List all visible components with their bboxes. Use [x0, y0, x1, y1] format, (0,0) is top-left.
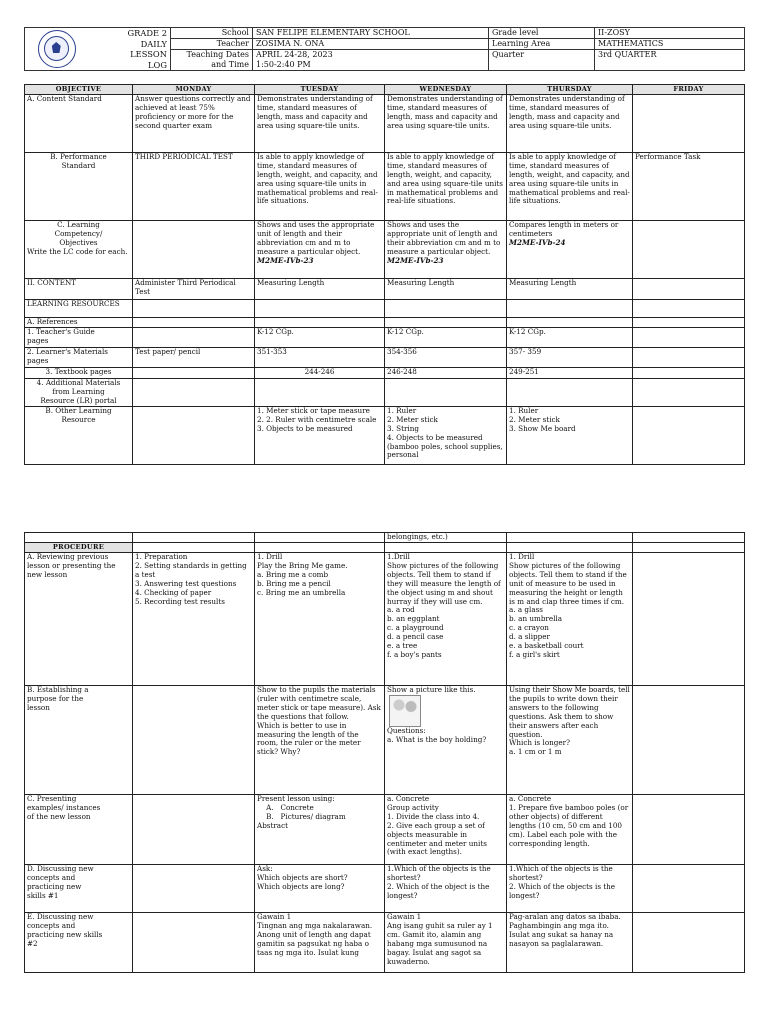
cell-friday	[633, 553, 745, 686]
quarter-label: Quarter	[489, 50, 595, 71]
cell-tuesday: Ask: Which objects are short? Which objects are long?	[255, 865, 385, 913]
row-label	[25, 220, 133, 278]
row-presenting	[25, 795, 745, 865]
lc-code: M2ME-IVb-23	[387, 255, 444, 265]
row-label: 3. Textbook pages	[25, 367, 133, 378]
cell-tuesday: 1. Drill Play the Bring Me game. a. Bring me a comb b. Bring me a pencil c. Bring me an umbrella	[255, 553, 385, 686]
cell-friday	[633, 406, 745, 464]
cell-monday: Administer Third Periodical Test	[133, 278, 255, 299]
row-procedure-header	[25, 543, 745, 553]
cell-friday	[633, 94, 745, 152]
cell-friday	[633, 865, 745, 913]
row-label: 4. Additional Materials from Learning Resource (LR) portal	[25, 378, 133, 406]
cell-thursday: a. Concrete 1. Prepare five bamboo poles (or other objects) of different lengths (10 cm, 50 cm and 100 cm). Label each pole with the corresponding length.	[507, 795, 633, 865]
cell-friday	[633, 795, 745, 865]
cell-wednesday: 1. Ruler 2. Meter stick 3. String 4. Objects to be measured (bamboo poles, school supplies, personal	[385, 406, 507, 464]
lc-code: M2ME-IVb-24	[509, 237, 566, 247]
school-label: School	[171, 28, 253, 39]
cell-tuesday: 244-246	[255, 367, 385, 378]
cell-tuesday: K-12 CGp.	[255, 327, 385, 347]
cell-thursday: Using their Show Me boards, tell the pupils to write down their answers to the following questions. Ask them to show their answers after each question. Which is longer? a. 1 cm or 1 m	[507, 686, 633, 795]
teacher-name: ZOSIMA N. OÑA	[253, 39, 489, 50]
row-textbook	[25, 367, 745, 378]
cell-monday: THIRD PERIODICAL TEST	[133, 152, 255, 220]
row-discussing-2	[25, 913, 745, 973]
boy-holding-object-image	[389, 695, 421, 727]
row-references	[25, 317, 745, 327]
day-header-tuesday: TUESDAY	[255, 85, 385, 95]
row-learners-materials	[25, 347, 745, 367]
objectives-section	[24, 84, 744, 465]
cell-friday: Performance Task	[633, 152, 745, 220]
procedure-header: PROCEDURE	[25, 543, 133, 553]
row-label: C. Presenting examples/ instances of the new lesson	[25, 795, 133, 865]
purpose-questions: Questions: a. What is the boy holding?	[387, 725, 487, 744]
cell-friday	[633, 347, 745, 367]
cell-wednesday	[385, 220, 507, 278]
row-continuation	[25, 533, 745, 543]
deped-seal-logo	[38, 30, 76, 68]
cell-wednesday	[385, 686, 507, 795]
quarter-value: 3rd QUARTER	[595, 50, 745, 71]
cell-friday	[633, 913, 745, 973]
cell-monday	[133, 865, 255, 913]
lc-code: M2ME-IVb-23	[257, 255, 314, 265]
day-header-monday: MONDAY	[133, 85, 255, 95]
cell-wednesday: Measuring Length	[385, 278, 507, 299]
cell-friday	[633, 220, 745, 278]
cell-wednesday: 354-356	[385, 347, 507, 367]
cell-monday	[133, 913, 255, 973]
header-table	[24, 27, 745, 71]
cell-monday	[133, 367, 255, 378]
cell-thursday: 357- 359	[507, 347, 633, 367]
cell-tuesday: Gawain 1 Tingnan ang mga nakalarawan. Anong unit of length ang dapat gamitin sa pagsukat ng haba o taas ng mga ito. Isulat kung	[255, 913, 385, 973]
procedures-table	[24, 532, 745, 973]
row-teachers-guide	[25, 327, 745, 347]
cell-monday: Test paper/ pencil	[133, 347, 255, 367]
cell-thursday: 1. Drill Show pictures of the following objects. Tell them to stand if the unit of measure to be used in measuring the height or length is m and clap three times if cm. a. a glass b. an umbrella c. a crayon d. a slipper e. a basketball court f. a girl's skirt	[507, 553, 633, 686]
log-title: GRADE 2 DAILY LESSON LOG	[89, 28, 171, 71]
teaching-dates-label: Teaching Dates and Time	[171, 50, 253, 71]
row-label: E. Discussing new concepts and practicing new skills #2	[25, 913, 133, 973]
deped-seal-cell	[25, 28, 89, 71]
row-label: 2. Learner's Materials pages	[25, 347, 133, 367]
teaching-dates-value: APRIL 24-28, 2023 1:50-2:40 PM	[253, 50, 489, 71]
cell-wednesday: Gawain 1 Ang isang guhit sa ruler ay 1 cm. Gamit ito, alamin ang habang mga sumusunod na bagay. Isulat ang sagot sa kuwaderno.	[385, 913, 507, 973]
row-learning-resources	[25, 299, 745, 317]
row-discussing-1	[25, 865, 745, 913]
row-label: LEARNING RESOURCES	[25, 299, 133, 317]
row-label: A. References	[25, 317, 133, 327]
cell-monday	[133, 220, 255, 278]
row-content	[25, 278, 745, 299]
grade-level-label: Grade level	[489, 28, 595, 39]
row-label: A. Content Standard	[25, 94, 133, 152]
row-competency	[25, 220, 745, 278]
objectives-table	[24, 84, 745, 465]
cell-monday: 1. Preparation 2. Setting standards in getting a test 3. Answering test questions 4. Checking of paper 5. Recording test results	[133, 553, 255, 686]
dll-header	[24, 27, 744, 71]
cell-monday	[133, 406, 255, 464]
cell-friday	[633, 686, 745, 795]
competency-text: Compares length in meters or centimeters	[509, 220, 619, 238]
row-content-standard	[25, 94, 745, 152]
row-label: B. Performance Standard	[25, 152, 133, 220]
cell-friday	[633, 367, 745, 378]
cell-wednesday: Demonstrates understanding of time, standard measures of length, mass and capacity and area using square-tile units.	[385, 94, 507, 152]
cell-wednesday: Is able to apply knowledge of time, standard measures of length, weight, and capacity, and area using square-tile units in mathematical problems and real-life situations.	[385, 152, 507, 220]
day-header-wednesday: WEDNESDAY	[385, 85, 507, 95]
competency-label: C. Learning Competency/ Objectives	[54, 220, 103, 247]
cell-thursday: 1.Which of the objects is the shortest? 2. Which of the objects is the longest?	[507, 865, 633, 913]
row-performance-standard	[25, 152, 745, 220]
row-label: A. Reviewing previous lesson or presenting the new lesson	[25, 553, 133, 686]
cell-thursday: 249-251	[507, 367, 633, 378]
learning-area-label: Learning Area	[489, 39, 595, 50]
day-header-thursday: THURSDAY	[507, 85, 633, 95]
day-header-friday: FRIDAY	[633, 85, 745, 95]
cell-monday	[133, 795, 255, 865]
cell-tuesday: Is able to apply knowledge of time, standard measures of length, weight, and capacity, and area using square-tile units in mathematical problems and real-life situations.	[255, 152, 385, 220]
cell-thursday: 1. Ruler 2. Meter stick 3. Show Me board	[507, 406, 633, 464]
row-additional-materials	[25, 378, 745, 406]
cell-wednesday: 1.Which of the objects is the shortest? 2. Which of the object is the longest?	[385, 865, 507, 913]
cell-friday	[633, 327, 745, 347]
cell-monday	[133, 686, 255, 795]
cell-thursday: Demonstrates understanding of time, standard measures of length, mass and capacity and area using square-tile units.	[507, 94, 633, 152]
cell-thursday: K-12 CGp.	[507, 327, 633, 347]
objective-header: OBJECTIVE	[25, 85, 133, 95]
competency-note: Write the LC code for each.	[27, 246, 128, 256]
cell-thursday: Pag-aralan ang datos sa ibaba. Paghambingin ang mga ito. Isulat ang sukat sa hanay na nasayon sa paglalarawan.	[507, 913, 633, 973]
row-label: B. Other Learning Resource	[25, 406, 133, 464]
row-purpose	[25, 686, 745, 795]
competency-text: Shows and uses the appropriate unit of length and their abbreviation cm and m to measure a particular object.	[387, 220, 501, 256]
cell-thursday	[507, 220, 633, 278]
cell-monday	[133, 327, 255, 347]
row-label: B. Establishing a purpose for the lesson	[25, 686, 133, 795]
row-label: II. CONTENT	[25, 278, 133, 299]
teacher-label: Teacher	[171, 39, 253, 50]
cell-tuesday	[255, 220, 385, 278]
cell-tuesday: Present lesson using: A. Concrete B. Pictures/ diagram Abstract	[255, 795, 385, 865]
cell-wednesday: 1.Drill Show pictures of the following objects. Tell them to stand if they will measure the length of the object using m and shout hurray if they will use cm. a. a rod b. an eggplant c. a playground d. a pencil case e. a tree f. a boy's pants	[385, 553, 507, 686]
cell-tuesday: 1. Meter stick or tape measure 2. 2. Ruler with centimetre scale 3. Objects to be measured	[255, 406, 385, 464]
cell-wednesday: a. Concrete Group activity 1. Divide the class into 4. 2. Give each group a set of objects measurable in centimeter and meter units (with exact lengths).	[385, 795, 507, 865]
grade-level-value: II-ZOSY	[595, 28, 745, 39]
cell-tuesday: Show to the pupils the materials (ruler with centimetre scale, meter stick or tape measure). Ask the questions that follow. Which is better to use in measuring the length of the room, the ruler or the meter stick? Why?	[255, 686, 385, 795]
cell-tuesday: Measuring Length	[255, 278, 385, 299]
cell-tuesday: Demonstrates understanding of time, standard measures of length, mass and capacity and area using square-tile units.	[255, 94, 385, 152]
row-label: 1. Teacher's Guide pages	[25, 327, 133, 347]
cell-wednesday: K-12 CGp.	[385, 327, 507, 347]
cell-wednesday: 246-248	[385, 367, 507, 378]
row-other-resources	[25, 406, 745, 464]
cell-wednesday: belongings, etc.)	[385, 533, 507, 543]
cell-monday: Answer questions correctly and achieved at least 75% proficiency or more for the second quarter exam	[133, 94, 255, 152]
cell-thursday: Measuring Length	[507, 278, 633, 299]
row-reviewing	[25, 553, 745, 686]
purpose-text: Show a picture like this.	[387, 685, 476, 694]
procedures-section	[24, 532, 744, 973]
cell-thursday: Is able to apply knowledge of time, standard measures of length, weight, and capacity, and area using square-tile units in mathematical problems and real-life situations.	[507, 152, 633, 220]
row-label: D. Discussing new concepts and practicing new skills #1	[25, 865, 133, 913]
learning-area-value: MATHEMATICS	[595, 39, 745, 50]
competency-text: Shows and uses the appropriate unit of length and their abbreviation cm and m to measure a particular object.	[257, 220, 375, 256]
cell-tuesday: 351-353	[255, 347, 385, 367]
cell-friday	[633, 278, 745, 299]
school-name: SAN FELIPE ELEMENTARY SCHOOL	[253, 28, 489, 39]
